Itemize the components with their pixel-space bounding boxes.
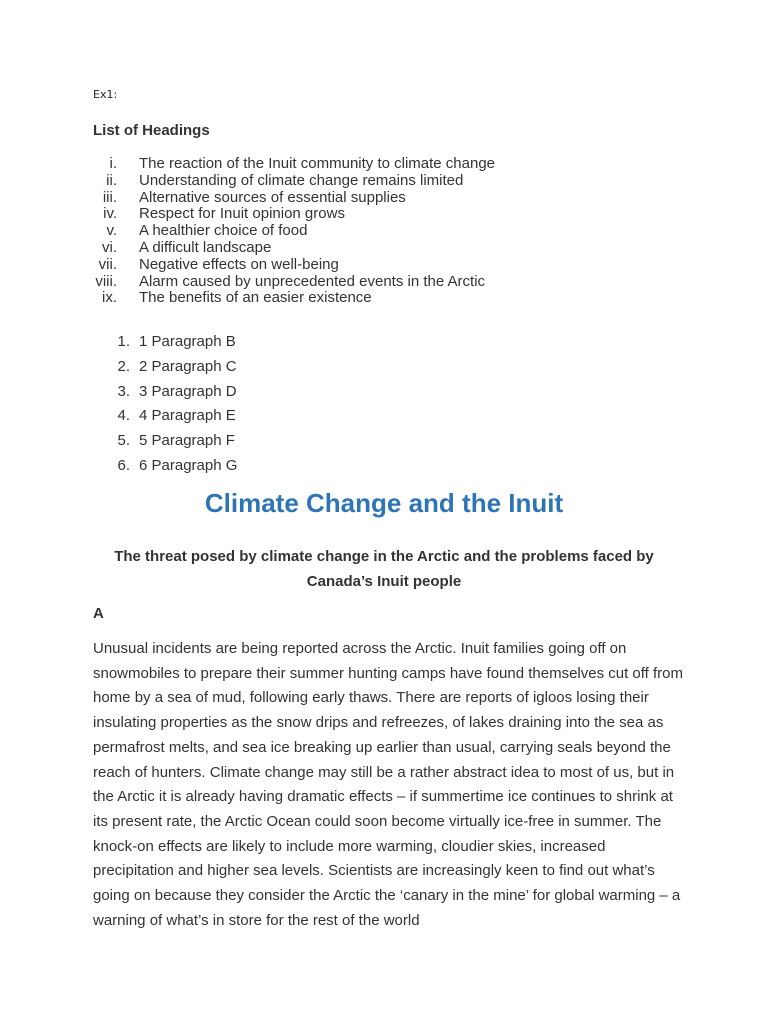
question-number: 6. [117,456,130,474]
heading-number: i. [109,155,117,172]
heading-text: The benefits of an easier existence [139,289,372,307]
paragraph-question-item [80,404,480,429]
question-text: 5 Paragraph F [139,432,235,450]
paragraph-question-list [80,330,480,479]
question-number: 3. [117,382,130,400]
exercise-label: Ex1: [93,88,118,101]
heading-item [80,156,680,173]
heading-text: The reaction of the Inuit community to climate change [139,155,496,172]
paragraph-question-item [80,454,480,479]
question-number: 2. [117,357,130,375]
heading-text: Alternative sources of essential supplies [139,188,406,206]
headings-list [80,156,680,307]
heading-item [80,274,680,291]
question-text: 6 Paragraph G [139,456,238,474]
heading-number: ix. [102,289,117,307]
heading-number: vii. [98,255,117,273]
heading-item [80,223,680,240]
heading-number: iv. [103,205,117,223]
heading-number: iii. [102,188,117,206]
heading-number: vi. [102,238,117,256]
heading-number: ii. [106,171,117,189]
heading-text: A difficult landscape [139,238,272,256]
question-text: 1 Paragraph B [139,333,236,350]
list-of-headings-title: List of Headings [93,122,210,139]
heading-text: Respect for Inuit opinion grows [139,205,345,223]
paragraph-question-item [80,355,480,380]
section-a-label: A [93,605,104,622]
question-number: 4. [117,407,130,425]
article-title: Climate Change and the Inuit [204,488,564,518]
heading-number: viii. [95,272,117,290]
question-text: 4 Paragraph E [139,407,236,425]
section-a-paragraph: Unusual incidents are being reported across the Arctic. Inuit families going off on snowmobiles to prepare their summer hunting camps have found themselves cut off from home by a sea of mud, following early thaws. There are reports of igloos losing their insulating properties as the snow drips and refreezes, of lakes draining into the sea as permafrost melts, and sea ice breaking up earlier than usual, carrying seals beyond the reach of hunters. Climate change may still be a rather abstract idea to most of us, but in the Arctic it is already having dramatic effects – if summertime ice continues to shrink at its present rate, the Arctic Ocean could soon become virtually ice-free in summer. The knock-on effects are likely to include more warming, cloudier skies, increased precipitation and higher sea levels. Scientists are increasingly keen to find out what’s going on because they consider the Arctic the ‘canary in the mine’ for global warming – a warning of what’s in store for the rest of the world [93,640,684,929]
article-subtitle: The threat posed by climate change in the Arctic and the problems faced by Canada’s Inuit people [114,548,654,590]
paragraph-question-item [80,429,480,454]
heading-item [80,257,680,274]
heading-item [80,173,680,190]
paragraph-question-item [80,330,480,355]
heading-text: Alarm caused by unprecedented events in the Arctic [139,272,486,290]
question-number: 5. [117,432,130,450]
heading-number: v. [106,222,117,240]
question-number: 1. [117,333,130,350]
heading-text: A healthier choice of food [139,222,308,240]
heading-item [80,240,680,257]
heading-text: Negative effects on well-being [139,255,339,273]
paragraph-question-item [80,380,480,405]
question-text: 3 Paragraph D [139,382,237,400]
heading-item [80,190,680,207]
heading-text: Understanding of climate change remains limited [139,171,464,189]
heading-item [80,206,680,223]
question-text: 2 Paragraph C [139,357,237,375]
heading-item [80,290,680,307]
